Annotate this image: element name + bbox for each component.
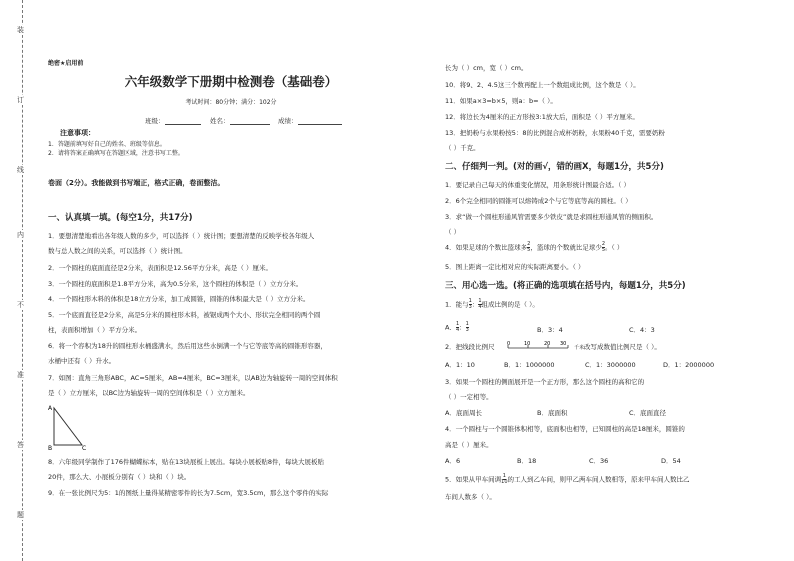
question-text: 3．一个圆柱的底面积是1.8平方分米，高为0.5分米，这个圆柱的体积是（ ）立方分米。 — [48, 280, 303, 288]
question-text: 柱，表面积增加（ ）平方分米。 — [48, 326, 142, 334]
binding-char: 题 — [17, 511, 24, 519]
question-text: 7．如图：直角三角形ABC，AC=5厘米，AB=4厘米，BC=3厘米，以AB边为轴旋转一周的空间体积 — [48, 374, 338, 382]
binding-char: 线 — [17, 166, 24, 174]
section-heading: 一、认真填一填。(每空1分，共17分) — [48, 213, 193, 223]
binding-dashed-line — [22, 0, 23, 561]
question-text: 4．一个圆柱形木料的体积是18立方分米，加工成圆锥，圆锥的体积最大是（ ）立方分米。 — [48, 295, 310, 303]
option-a[interactable]: A．1：10 — [445, 361, 475, 369]
fraction: $\frac{2}{5}$ — [601, 241, 606, 253]
question-text: 长为（ ）cm，宽（ ）cm。 — [445, 64, 528, 72]
name-field[interactable] — [210, 116, 270, 125]
question-text: 高是（ ）厘米。 — [445, 441, 493, 449]
section-heading: 二、仔细判一判。(对的画√，错的画X，每题1分，共5分) — [445, 162, 664, 172]
question-text: 6．将一个容积为18升的圆柱形水桶盛满水，然后用这些水倒满一个与它等底等高的圆锥形容器， — [48, 342, 327, 350]
binding-char: 订 — [17, 96, 24, 104]
option-c[interactable]: C．1：3000000 — [585, 361, 636, 369]
question-text: 11．如果a×3=b×5，则a：b=（ ）。 — [445, 97, 557, 105]
class-field[interactable] — [145, 116, 201, 125]
fraction: $\frac{1}{3}$ — [468, 298, 472, 310]
option-a[interactable]: A．底面周长 — [445, 409, 482, 417]
binding-char: 内 — [17, 231, 24, 239]
question-text: 1．要想清楚地看出各年级人数的多少，可以选择（ ）统计图；要想清楚的反映学校各年级人 — [48, 232, 315, 240]
question-text: 数与总人数之间的关系，可以选择（ ）统计图。 — [48, 247, 187, 255]
note-item: 1．答题前填写好自己的姓名、班级等信息。 — [48, 141, 166, 148]
question-text: 10．将9、2、4.5这三个数再配上一个数组成比例，这个数是（ ）。 — [445, 81, 640, 89]
fraction: $\frac{1}{10}$ — [501, 473, 508, 485]
question-text: 千米改写成数值比例尺是（ ）。 — [574, 343, 661, 351]
score-field[interactable] — [278, 116, 342, 125]
question-text: 2．6个完全相同的圆锥可以熔铸成2个与它等底等高的圆柱。（ ） — [445, 197, 632, 205]
option-b[interactable]: B．1：1000000 — [504, 361, 555, 369]
question-text: 1．能与 $\frac{1}{3}$ ： $\frac{1}{4}$ 组成比例的是（ ）。 — [445, 298, 539, 310]
fraction: $\frac{2}{5}$ — [527, 241, 531, 253]
question-text: 2．一个圆柱的底面直径是2分米，表面积是12.56平方分米，高是（ ）厘米。 — [48, 264, 272, 272]
binding-char: 答 — [17, 441, 24, 449]
question-text: （ ）千克。 — [445, 144, 480, 152]
class-label: 班级： — [145, 117, 165, 125]
vertex-c-label: C — [82, 445, 87, 451]
option-c[interactable]: C．36 — [589, 457, 609, 465]
question-text: 3．如果一个圆柱的侧面展开是一个正方形，那么这个圆柱的高和它的 — [445, 378, 645, 386]
option-d[interactable]: D．54 — [661, 457, 681, 465]
binding-char: 准 — [17, 371, 24, 379]
question-text: 3．求“做一个圆柱形通风管需要多少铁皮”就是求圆柱形通风管的侧面积。 — [445, 213, 658, 221]
notes-heading: 注意事项： — [60, 129, 95, 137]
question-text: 是（ ）立方厘米，以BC边为轴旋转一周的空间体积是（ ）立方厘米。 — [48, 389, 250, 397]
question-text: 1．要记录自己每天的体重变化情况，用条形统计图最合适。（ ） — [445, 181, 630, 189]
question-text: （ ）一定相等。 — [445, 393, 493, 401]
scale-tick-label: 10 — [524, 341, 531, 347]
question-text: 5．图上距离一定比相对应的实际距离要小。（ ） — [445, 263, 585, 271]
note-item: 2．请将答案正确填写在答题区域，注意书写工整。 — [48, 150, 184, 157]
question-text: 13．把奶粉与水果粉按5：8的比例混合成杯奶粉，水果粉40千克，需要奶粉 — [445, 129, 665, 137]
binding-char: 装 — [17, 26, 24, 34]
question-text: 20件，那么大、小展板分别有（ ）块和（ ）块。 — [48, 473, 191, 481]
line-scale-figure — [505, 340, 575, 350]
question-text: 4．如果足球的个数比篮球多 $\frac{2}{5}$ ，篮球的个数就比足球少 $\frac{2}{5}$ 。（ ） — [445, 241, 624, 253]
neatness-note: 卷面（2分）。我能做到书写端正，格式正确，卷面整洁。 — [48, 179, 225, 187]
option-a[interactable]: A．6 — [445, 457, 461, 465]
name-label: 姓名： — [210, 117, 230, 125]
secret-label: 绝密★启用前 — [48, 60, 84, 67]
question-text: 4．一个圆柱与一个圆锥体积相等，底面积也相等，已知圆柱的高是18厘米，圆锥的 — [445, 425, 685, 433]
page-title: 六年级数学下册期中检测卷（基础卷） — [124, 74, 338, 89]
question-text: 2．把线段比例尺 — [445, 343, 495, 351]
score-label: 成绩： — [278, 117, 298, 125]
option-b[interactable]: B．18 — [517, 457, 537, 465]
option-b[interactable]: B．3：4 — [537, 326, 563, 334]
option-c[interactable]: C．底面直径 — [629, 409, 667, 417]
scale-tick-label: 20 — [544, 341, 551, 347]
exam-time: 考试时间：80分钟；满分：102分 — [185, 99, 277, 106]
fraction: $\frac{1}{3}$ — [465, 321, 469, 333]
question-text: 5．如果从甲车间调 $\frac{1}{10}$ 的工人到乙车间，则甲乙两车间人数相等，原来甲车间人数比乙 — [445, 473, 690, 485]
option-d[interactable]: D．1：2000000 — [663, 361, 715, 369]
vertex-b-label: B — [48, 445, 53, 451]
question-text: 9．在一张比例尺为5：1的图纸上量得某精密零件的长为7.5cm，宽3.5cm，那么这个零件的实际 — [48, 489, 329, 497]
question-text: 8．六年级同学制作了176件蝴蝶标本，贴在13块展板上展出。每块小展板贴8件，每块大展板贴 — [48, 458, 324, 466]
question-text: （ ） — [445, 228, 461, 236]
option-c[interactable]: C．4：3 — [629, 326, 655, 334]
question-text: 5．一个底面直径是2分米，高是5分米的圆柱形木料，被锯成两个大小、形状完全相同的两个圆 — [48, 311, 321, 319]
fraction: $\frac{1}{4}$ — [455, 321, 460, 333]
section-heading: 三、用心选一选。(将正确的选项填在括号内，每题1分，共5分) — [445, 281, 686, 291]
option-a[interactable]: A． $\frac{1}{4}$ ： $\frac{1}{3}$ — [445, 321, 469, 333]
scale-tick-label: 0 — [507, 341, 511, 347]
question-text: 车间人数多（ ）。 — [445, 493, 496, 501]
binding-char: 不 — [17, 301, 24, 309]
fraction: $\frac{1}{4}$ — [478, 298, 482, 310]
question-text: 水桶中还有（ ）升水。 — [48, 357, 116, 365]
right-triangle-figure — [48, 403, 88, 451]
vertex-a-label: A — [48, 405, 53, 412]
question-text: 12．将边长为4厘米的正方形按3:1放大后，面积是（ ）平方厘米。 — [445, 113, 639, 121]
scale-tick-label: 30 — [560, 341, 567, 347]
option-b[interactable]: B．底面积 — [537, 409, 568, 417]
